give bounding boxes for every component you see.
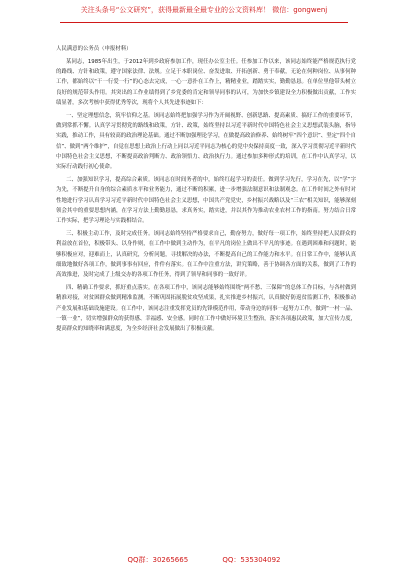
header-text: 关注头条号“公文研究”，获得最新最全最专业的公文资料库！ 微信：gongwenj — [80, 6, 328, 14]
paragraph-intro: 某同志，1985年出生，于2012年到乡政府参加工作，现任办公室主任。任参加工作以来，该同志始终能严格规范执行党的路线、方针和政策，遵守国家法律、法规。立足于本职岗位、奋发进取、开拓创新、勇于奉献，无论在何种岗位、从事何种工作，都始终以“干一行爱一行”的心态去完成，一心一意扑在工作上，精精业业，踏踏实实，勤勤恳恳。在单位里他带头树立良好的规范带头作用。其突出的工作业绩得到了乡党委的肯定和领导同事的认可，为加快乡镇建设全力积极做出贡献，工作实绩显著，多次考核中获得优秀等次，现将个人其先进事迹如下： — [56, 59, 356, 106]
footer-qq-group: QQ群：30265665 — [127, 556, 189, 564]
footer-qq: QQ：535304092 — [222, 556, 281, 564]
document-body — [56, 40, 356, 337]
paragraph-section-1: 一、坚定理想信念，筑牢信仰之基。该同志始终把加强学习作为开阔视野、创新思路、提高素质、搞好工作的重要环节，做到常抓不懈。认真学习贯彻党的路线和政策，方针、政策，始终坚持以习近平新时代中国特色社会主义思想武装头脑，指导实践，推动工作，具有较高的政治理论基础。通过不断加强理论学习，在做提高政治修养、始终树牢“四个意识”、坚定“四个自信”、做到“两个维护”，自觉在思想上政治上行动上同以习近平同志为核心的党中央保持高度一致，深入学习贯彻习近平新时代中国特色社会主义思想，不断提高政治判断力、政治领悟力、政治执行力。通过参加多种形式的培训，在工作中认真学习，以实际行动践行初心使命。 — [56, 113, 356, 171]
paragraph-section-2: 二、加强知识学习，提高综合素质。该同志在时间务者的中，始终红起学习的责任。做到学习先行，学习在先，以“学”字为先，不断提升自身的综合素质水平和业务能力，通过不断的积累，进一步增强法制意识和法制观念。在工作时间之外有时对性地进行学习认真学习习近平新时代中国特色社会主义思想，中国共产党党史，乡村振兴战略以及“三农”相关知识，能够深刻领会其中的重要思想内涵，在学习方法上勤勤恳恳，求真务实，踏实进，并以其作为推动农业农村工作的指南。努力结合日常工作实际，把学习理论与实践相结合。 — [56, 177, 356, 225]
document-title: 人民满意的公务员（申报材料） — [56, 46, 132, 52]
page-footer — [0, 555, 408, 565]
paragraph-section-3: 三、积极主动工作，及时完成任务。该同志始终坚持严格要求自己，勤奋努力，做好每一项工作，始终坚持把人民群众的利益放在首位，积极带头、以身作则，在工作中做到主动作为，在平凡的岗位上做出不平凡的事迹。在遇到困难和问题时，能够积极应对，迎难而上，认真研究，分析问题，寻找解决的办法，不断提高自己的工作能力和水平。在日常工作中，能够认真细致地做好各项工作，做到事事有回应，件件有落实。在工作中注重方法，讲究策略，善于协调各方面的关系，做到了工作的高效推进，及时完成了上级交办的各项工作任务，得到了领导和同事的一致好评。 — [56, 231, 356, 279]
page-header — [60, 6, 348, 23]
paragraph-section-4: 四、精确工作要求，抓好重点落实。在各项工作中，该同志能够始终围绕“两不愁、三保障”的总体工作目标，与各村做到精准对接，对贫困群众做到精准监测。不断巩固拓展脱贫攻坚成果，扎实推进乡村振兴，认真做好防返贫监测工作，积极推动产业发展和基础设施建设。在工作中，该同志注重发挥党员的先锋模范作用，带动身边的同事一起努力工作，做到“一村一品、一镇一业”，切实增强群众的获得感、幸福感、安全感。同时在工作中做好环境卫生整治，落实各项惠民政策，加大宣传力度，提高群众的知晓率和满意度，为全乡经济社会发展做出了积极贡献。 — [56, 285, 356, 333]
